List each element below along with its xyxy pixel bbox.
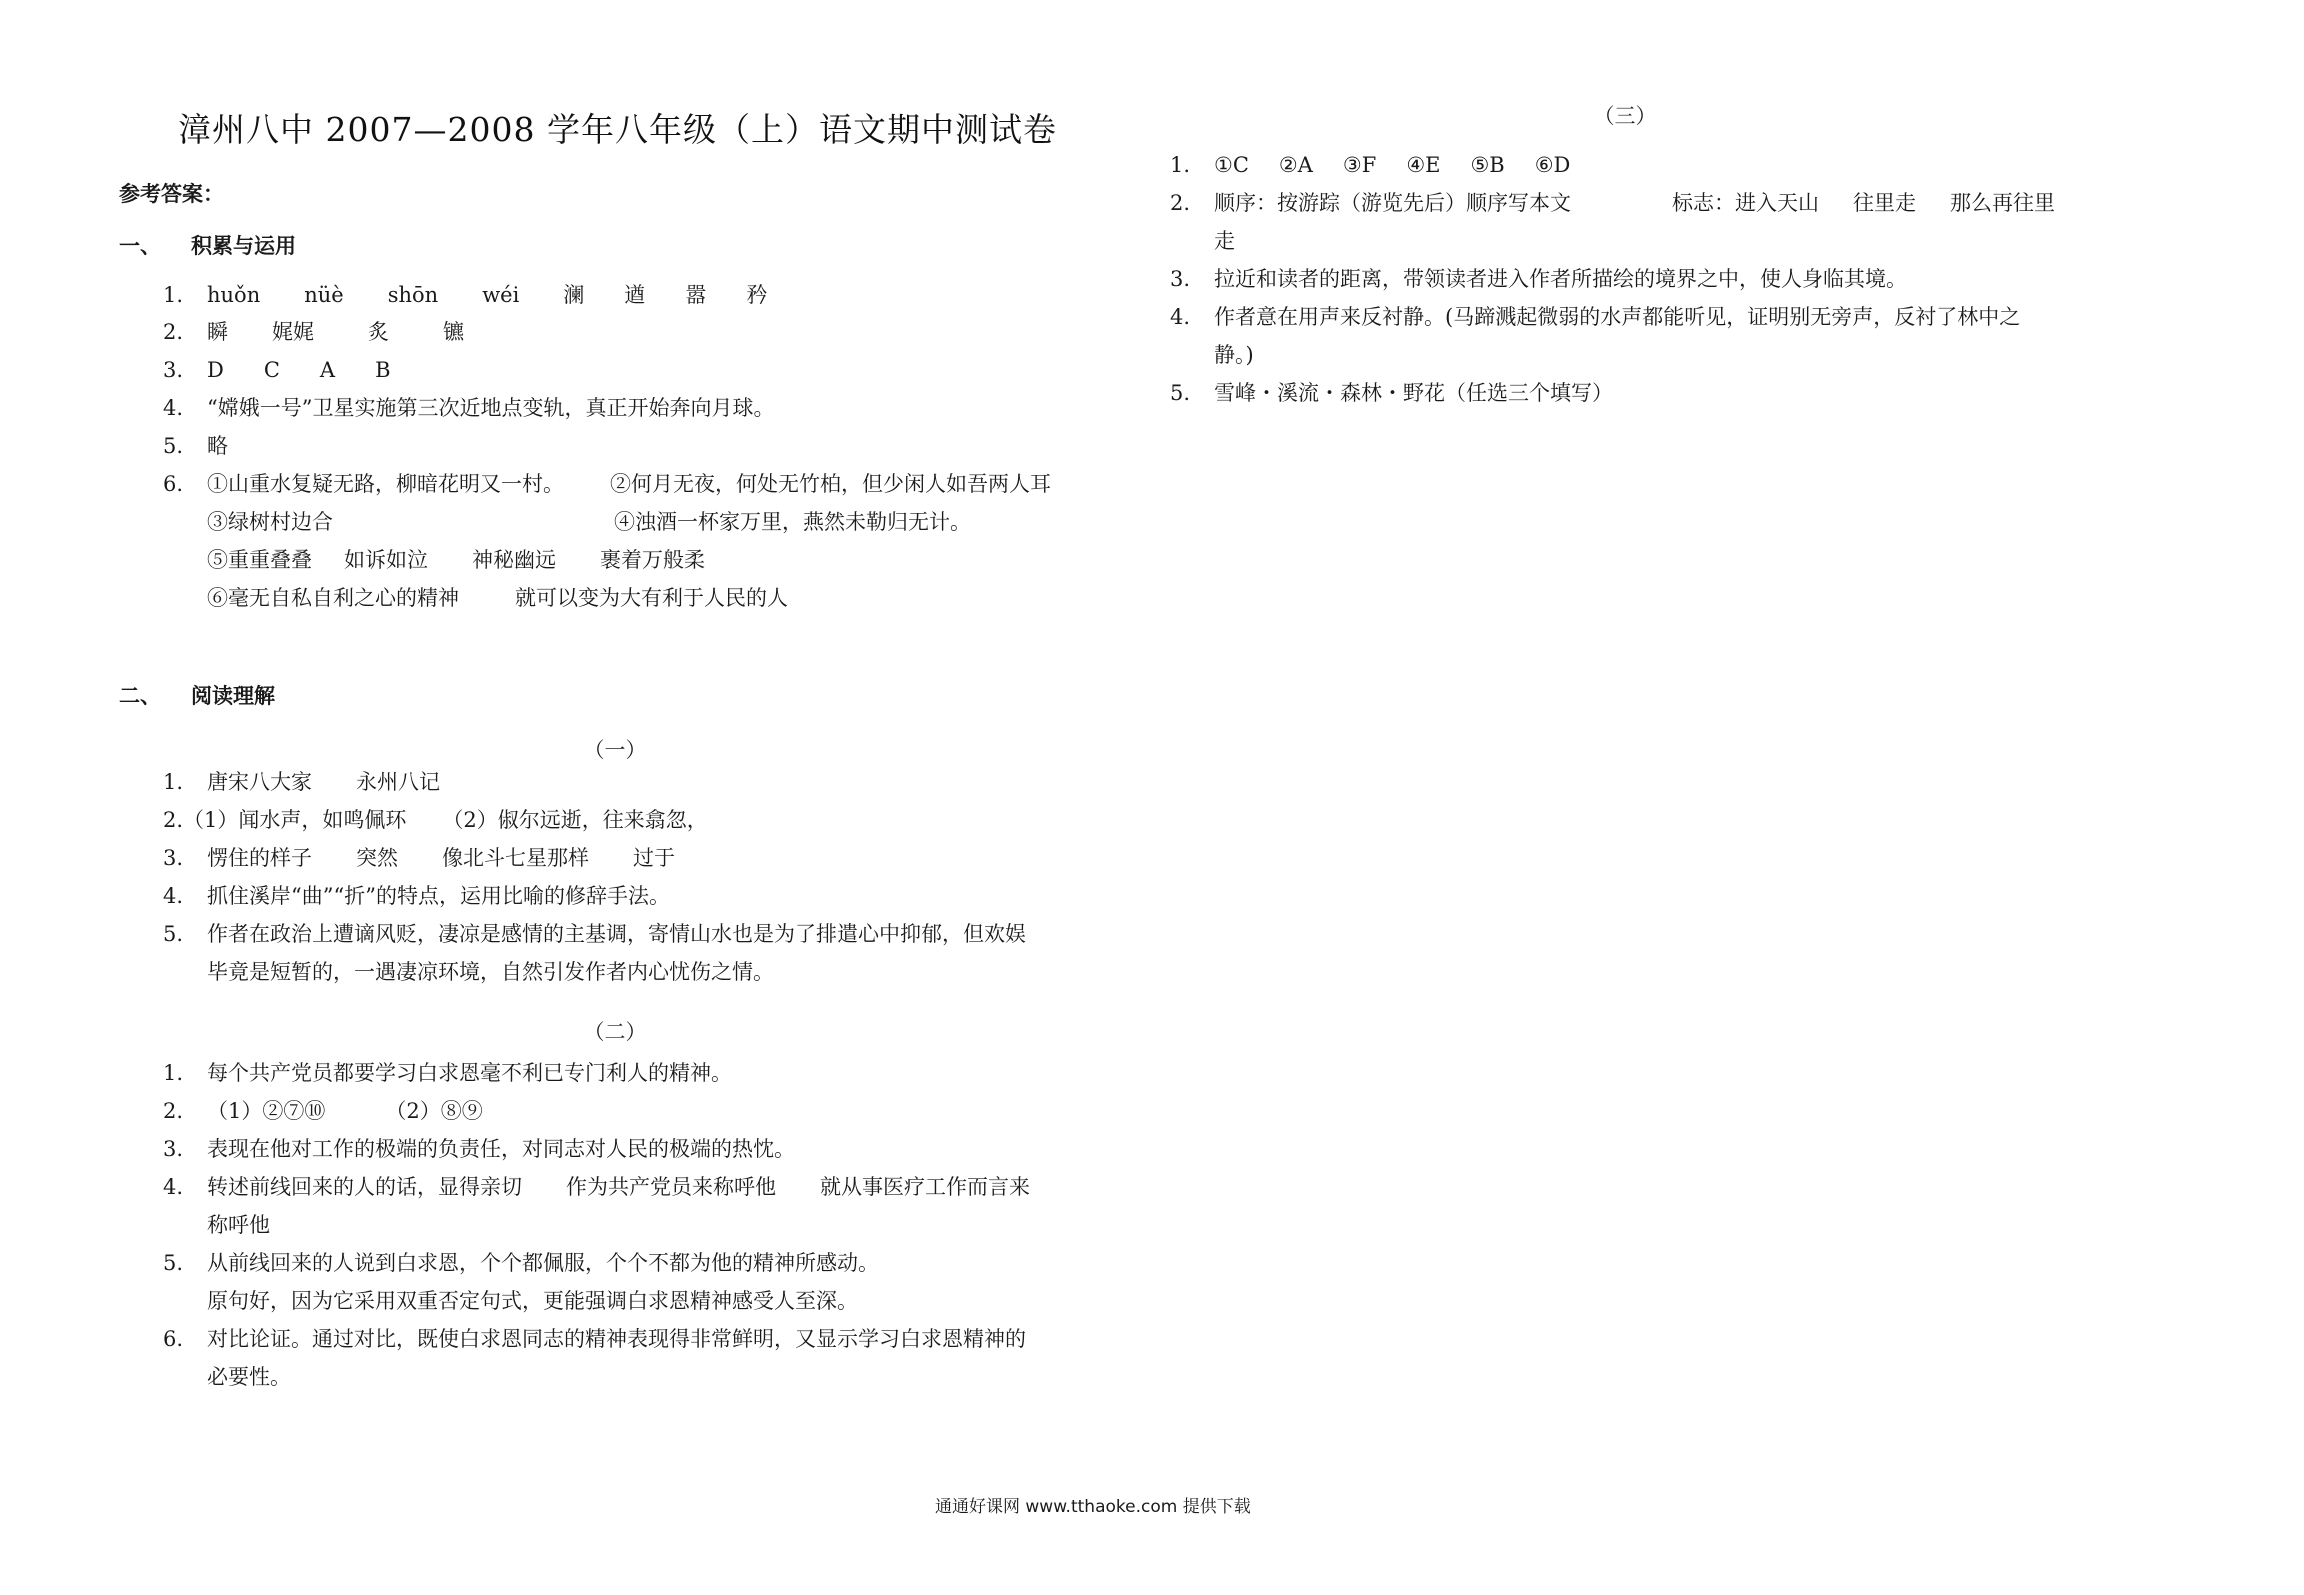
answer-item: A	[319, 358, 336, 382]
question-number: 6.	[163, 472, 184, 496]
answer-item: 镳	[443, 320, 464, 344]
answer-item: 像北斗七星那样	[442, 846, 589, 870]
answer-item: 作为共产党员来称呼他	[566, 1175, 776, 1199]
answer-text: 抓住溪岸“曲”“折”的特点，运用比喻的修辞手法。	[207, 884, 670, 908]
answer-item: ⑥D	[1534, 153, 1571, 177]
section-2-number: 二、	[119, 684, 161, 708]
r2-q1	[163, 1063, 732, 1084]
answer-item: 炙	[368, 320, 389, 344]
r3-q4-line1	[1170, 307, 2020, 328]
question-number: 5.	[163, 922, 184, 946]
answer-item: ③F	[1342, 153, 1377, 177]
r1-q1	[163, 772, 440, 793]
answer-text: 拉近和读者的距离，带领读者进入作者所描绘的境界之中，使人身临其境。	[1214, 267, 1907, 291]
answer-item: huǒn	[207, 283, 261, 307]
answer-item: 那么再往里	[1950, 191, 2055, 215]
r1-q3	[163, 848, 675, 869]
answer-item: 往里走	[1853, 191, 1916, 215]
r3-q4-line2: 静。)	[1214, 343, 1254, 367]
r3-q2-line2: 走	[1214, 229, 1235, 253]
answer-item: ⑤重重叠叠	[207, 548, 312, 572]
r2-q5-line2: 原句好，因为它采用双重否定句式，更能强调白求恩精神感受人至深。	[207, 1289, 858, 1313]
answer-text: 每个共产党员都要学习白求恩毫不利已专门利人的精神。	[207, 1061, 732, 1085]
r3-q1	[1170, 155, 1570, 176]
answer-item: ②A	[1278, 153, 1313, 177]
answer-text: “嫦娥一号”卫星实施第三次近地点变轨，真正开始奔向月球。	[207, 396, 775, 420]
r1-q5-line1	[163, 924, 1026, 945]
answer-item: 就可以变为大有利于人民的人	[515, 586, 788, 610]
r2-q6-line2: 必要性。	[207, 1365, 291, 1389]
answer-item: 愣住的样子	[207, 846, 312, 870]
question-number: 1.	[163, 770, 184, 794]
answer-item: 转述前线回来的人的话，显得亲切	[207, 1175, 522, 1199]
answer-item: 神秘幽远	[472, 548, 556, 572]
question-number: 5.	[163, 434, 184, 458]
reference-answer-label: 参考答案：	[119, 182, 224, 206]
p1-q3	[163, 360, 391, 381]
answer-text: 作者在政治上遭谪风贬，凄凉是感情的主基调，寄情山水也是为了排遣心中抑郁，但欢娱	[207, 922, 1026, 946]
r2-q6-line1	[163, 1329, 1026, 1350]
answer-item: ⑥毫无自私自利之心的精神	[207, 586, 459, 610]
answer-item: 矜	[746, 283, 768, 307]
r1-q5-line2: 毕竟是短暂的，一遇凄凉环境，自然引发作者内心忧伤之情。	[207, 960, 774, 984]
r2-q4-line1	[163, 1177, 1030, 1198]
r3-q3	[1170, 269, 1907, 290]
r1-q4	[163, 886, 670, 907]
answer-text: 从前线回来的人说到白求恩，个个都佩服，个个不都为他的精神所感动。	[207, 1251, 879, 1275]
question-number: 2.	[1170, 191, 1191, 215]
question-number: 1.	[1170, 153, 1191, 177]
r2-q5-line1	[163, 1253, 879, 1274]
answer-text: 对比论证。通过对比，既使白求恩同志的精神表现得非常鲜明，又显示学习白求恩精神的	[207, 1327, 1026, 1351]
r3-q5	[1170, 383, 1613, 404]
answer-text: （2）俶尔远逝，往来翕忽，	[442, 808, 708, 832]
section-1-number: 一、	[119, 234, 161, 258]
answer-item: 过于	[633, 846, 675, 870]
answer-item: ①C	[1214, 153, 1249, 177]
section-1-heading	[119, 230, 296, 260]
answer-text: 略	[207, 434, 228, 458]
r2-q3	[163, 1139, 795, 1160]
question-number: 3.	[163, 358, 184, 382]
r3-q2-markers	[1672, 193, 2055, 214]
section-1-title: 积累与运用	[191, 234, 296, 258]
answer-item: 娓娓	[272, 320, 314, 344]
r1-q2	[163, 810, 708, 831]
reading-1-heading: （一）	[583, 738, 647, 762]
answer-item: 瞬	[207, 320, 228, 344]
p1-q6-line1b: ②何月无夜，何处无竹柏，但少闲人如吾两人耳	[610, 472, 1051, 496]
r2-q2	[163, 1101, 483, 1122]
answer-text: 作者意在用声来反衬静。(马蹄溅起微弱的水声都能听见，证明别无旁声，反衬了林中之	[1214, 305, 2021, 329]
question-number: 4.	[1170, 305, 1191, 329]
p1-q6-line4	[207, 588, 788, 609]
answer-item: 标志：进入天山	[1672, 191, 1819, 215]
question-number: 4.	[163, 1175, 184, 1199]
question-number: 4.	[163, 884, 184, 908]
p1-q6-line3	[207, 550, 705, 571]
page-title: 漳州八中 2007—2008 学年八年级（上）语文期中测试卷	[178, 110, 1057, 149]
answer-item: B	[375, 358, 391, 382]
answer-text: 雪峰・溪流・森林・野花（任选三个填写）	[1214, 381, 1613, 405]
answer-item: 遒	[624, 283, 646, 307]
reading-3-heading: （三）	[1593, 104, 1657, 128]
p1-q1	[163, 285, 767, 306]
answer-text: 表现在他对工作的极端的负责任，对同志对人民的极端的热忱。	[207, 1137, 795, 1161]
answer-text: 2.（1）闻水声，如鸣佩环	[163, 808, 407, 832]
answer-item: （2）⑧⑨	[385, 1099, 483, 1123]
answer-item: C	[263, 358, 280, 382]
answer-item: 就从事医疗工作而言来	[820, 1175, 1030, 1199]
p1-q6-line2a: ③绿树村边合	[207, 510, 333, 534]
question-number: 3.	[163, 1137, 184, 1161]
answer-item: 永州八记	[356, 770, 440, 794]
answer-item: 突然	[356, 846, 398, 870]
question-number: 5.	[163, 1251, 184, 1275]
answer-item: 嚣	[685, 283, 707, 307]
answer-item: 澜	[563, 283, 585, 307]
p1-q6-line2b: ④浊酒一杯家万里，燕然未勒归无计。	[614, 510, 971, 534]
answer-item: shōn	[387, 283, 439, 307]
section-2-heading	[119, 680, 275, 710]
question-number: 1.	[163, 1061, 184, 1085]
question-number: 4.	[163, 396, 184, 420]
answer-item: 裹着万般柔	[600, 548, 705, 572]
answer-item: ⑤B	[1470, 153, 1505, 177]
answer-text: 顺序：按游踪（游览先后）顺序写本文	[1214, 191, 1571, 215]
p1-q5	[163, 436, 228, 457]
section-2-title: 阅读理解	[191, 684, 275, 708]
question-number: 1.	[163, 283, 184, 307]
question-number: 5.	[1170, 381, 1191, 405]
reading-2-heading: （二）	[583, 1020, 647, 1044]
answer-item: wéi	[482, 283, 520, 307]
r3-q2-line1	[1170, 193, 1571, 214]
answer-item: D	[207, 358, 224, 382]
question-number: 3.	[1170, 267, 1191, 291]
question-number: 2.	[163, 320, 184, 344]
question-number: 3.	[163, 846, 184, 870]
footer-source: 通通好课网 www.tthaoke.com 提供下载	[935, 1497, 1251, 1517]
answer-item: nüè	[304, 283, 344, 307]
p1-q4	[163, 398, 774, 419]
answer-text: ①山重水复疑无路，柳暗花明又一村。	[207, 472, 564, 496]
answer-item: （1）②⑦⑩	[207, 1099, 326, 1123]
answer-item: 如诉如泣	[344, 548, 428, 572]
p1-q6-line1	[163, 474, 564, 495]
answer-item: 唐宋八大家	[207, 770, 312, 794]
question-number: 2.	[163, 1099, 184, 1123]
answer-item: ④E	[1406, 153, 1441, 177]
r2-q4-line2: 称呼他	[207, 1213, 270, 1237]
question-number: 6.	[163, 1327, 184, 1351]
p1-q2	[163, 322, 464, 343]
